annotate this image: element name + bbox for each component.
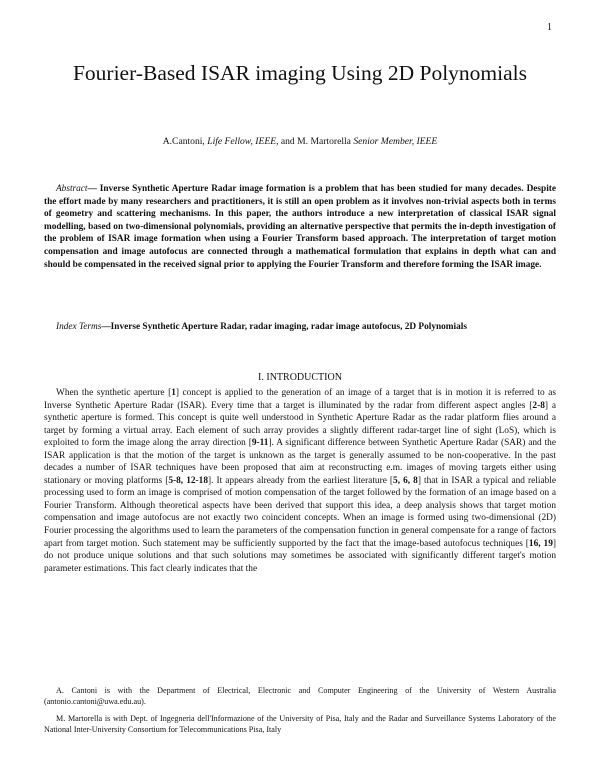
citation-ref: 16, 19 (528, 538, 553, 549)
paper-title: Fourier-Based ISAR imaging Using 2D Polynomials (72, 61, 528, 85)
intro-text-4: ]. A significant difference between Synthetic Aperture Radar (SAR) and the ISAR application is that the motion of the target is unknown as the target is generally assumed to be non-cooperative. In the past decades a number of ISAR techniques have been proposed that aim at reconstructing e.m. images of moving targets either using stationary or moving platforms [ (44, 438, 556, 486)
citation-ref: 5-8, 12-18 (168, 475, 208, 486)
abstract (44, 183, 556, 271)
intro-text-6: ] that in ISAR a typical and reliable processing used to form an image is comprised of motion compensation of the target followed by the formation of an image based on a Fourier Transform. Although theoretical aspects have been derived that support this idea, a deep analysis shows that target motion compensation and image autofocus are not exactly two coincident concepts. When an image is formed using two-dimensional (2D) Fourier processing the algorithms used to learn the parameters of the compensation function in general compensate for a range of factors apart from target motion. Such statement may be sufficiently supported by the fact that the image-based autofocus techniques [ (44, 475, 557, 549)
abstract-text: Inverse Synthetic Aperture Radar image formation is a problem that has been studied for many decades. Despite the effort made by many researchers and practitioners, it is still an open problem as it involves non-trivial aspects both in terms of geometry and scattering mechanisms. In this paper, the authors introduce a new interpretation of classical ISAR signal modelling, based on two-dimensional polynomials, providing an alternative perspective that permits the in-depth investigation of the problem of ISAR image formation when using a Fourier Transform based approach. The interpretation of target motion compensation and image autofocus are connected through a mathematical formulation that explains in depth what can and should be compensated in the received signal prior to applying the Fourier Transform and therefore forming the ISAR image. (44, 184, 557, 270)
citation-ref: 1 (171, 388, 176, 398)
citation-ref: 5, 6, 8 (393, 475, 418, 486)
abstract-dash: — (87, 184, 100, 194)
intro-text-5: ]. It appears already from the earliest literature [ (208, 475, 394, 486)
introduction-paragraph (44, 387, 556, 575)
intro-text-7: ] do not produce unique solutions and that such solutions may sometimes be associated with significantly different target's motion parameter estimations. This fact clearly indicates that the (44, 538, 556, 574)
footnote-martorella: M. Martorella is with Dept. of Ingegneria dell'Informazione of the University of Pisa, Italy and the Radar and Surveillance Systems Laboratory of the National Inter-University Consortium for Telecommunications Pisa, Italy (44, 714, 556, 734)
citation-ref: 9-11 (251, 438, 269, 449)
author-connector: , and M. Martorella (276, 136, 354, 147)
author-1-role: Life Fellow, IEEE (207, 136, 277, 147)
author-2-role: Senior Member, IEEE (353, 136, 438, 147)
intro-text-1: When the synthetic aperture [ (56, 388, 172, 398)
intro-text-3: ] a synthetic aperture is formed. This concept is quite well understood in Synthetic Aperture Radar as the radar platform flies around a target by forming a virtual array. Each element of such array provides a slightly different radar-target line of sight (LoS), which is exploited to form the image along the array direction [ (44, 400, 556, 449)
citation-ref: 2-8 (532, 400, 545, 411)
index-terms-text: Inverse Synthetic Aperture Radar, radar imaging, radar image autofocus, 2D Polynomials (110, 322, 467, 332)
section-heading-introduction: I. INTRODUCTION (258, 372, 342, 383)
index-terms-dash: — (101, 322, 111, 332)
page-number: 1 (547, 22, 552, 33)
index-terms-label: Index Terms (56, 322, 102, 332)
index-terms (44, 321, 556, 334)
footnote-cantoni: A. Cantoni is with the Department of Electrical, Electronic and Computer Engineering of the University of Western Australia (antonio.cantoni@uwa.edu.au). (44, 686, 556, 706)
author-line (40, 136, 560, 147)
author-1-name: A.Cantoni, (162, 136, 208, 147)
abstract-label: Abstract (56, 184, 88, 194)
intro-text-2: ] concept is applied to the generation of an image of a target that is in motion it is referred to as Inverse Synthetic Aperture Radar (ISAR). Every time that a target is illuminated by the radar from different aspect angles [ (44, 388, 556, 411)
